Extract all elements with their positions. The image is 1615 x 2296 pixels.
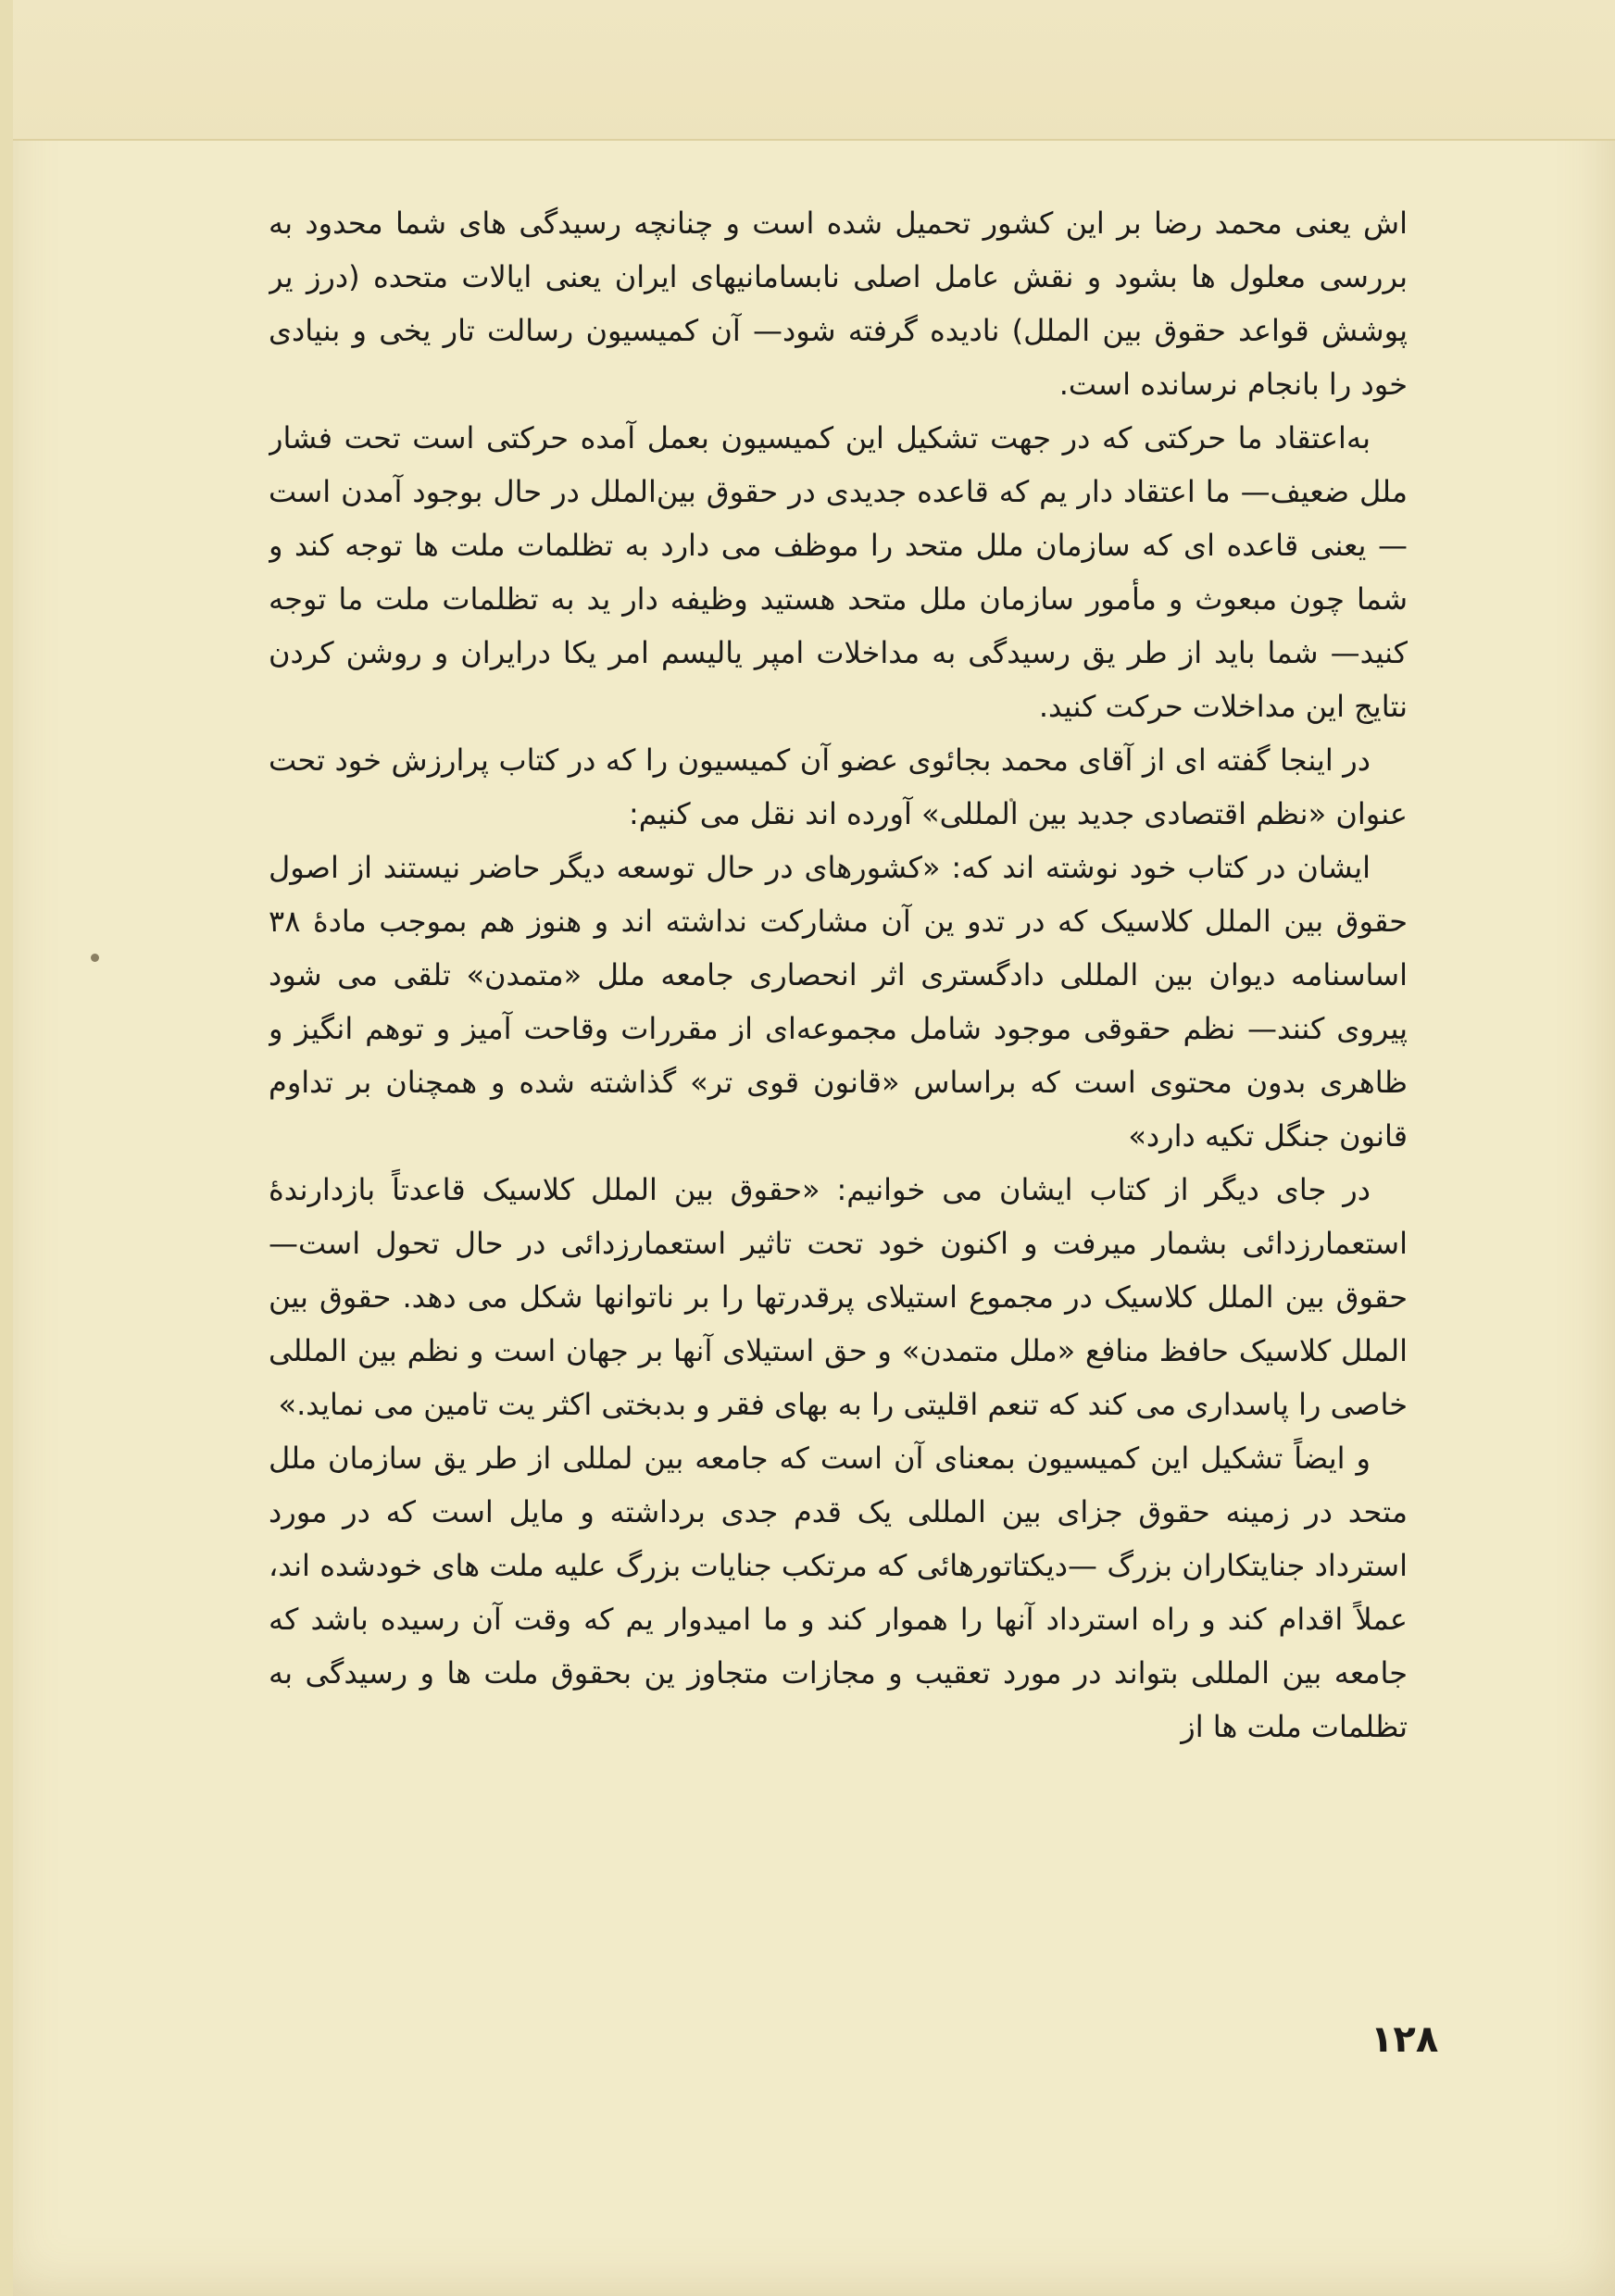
page-number: ۱۲۸ xyxy=(1371,2018,1439,2061)
paragraph-4: ایشان در کتاب خود نوشته اند که: «کشورهای در حال توسعه دیگر حاضر نیستند از اصول حقوق بین الملل کلاسیک که در تدو ین آن مشارکت نداشته اند و هنوز هم بموجب مادۀ ۳۸ اساسنامه دیوان بین المللی دادگستری اثر انحصاری جامعه ملل «متمدن» تلقی می شود پیروی کنند— نظم حقوقی موجود شامل مجموعه‌ای از مقررات وقاحت آمیز و توهم انگیز و ظاهری بدون محتوی است که براساس «قانون قوی تر» گذاشته شده و همچنان بر تداوم قانون جنگل تکیه دارد» xyxy=(269,850,1408,1154)
paragraph-3: در اینجا گفته ای از آقای محمد بجائوی عضو آن کمیسیون را که در کتاب پرارزش خود تحت عنوان «نظم اقتصادی جدید بین المللی» آورده اند نقل می کنیم: xyxy=(269,742,1408,831)
top-fold-strip xyxy=(0,0,1615,141)
paragraph-1: اش یعنی محمد رضا بر این کشور تحمیل شده است و چنانچه رسیدگی های شما محدود به بررسی معلول ها بشود و نقش عامل اصلی نابسامانیهای ایران یعنی ایالات متحده (درز یر پوشش قواعد حقوق بین الملل) نادیده گرفته شود— آن کمیسیون رسالت تار یخی و بنیادی خود را بانجام نرسانده است. xyxy=(269,206,1408,402)
page-left-edge xyxy=(0,0,13,2296)
paragraph-5: در جای دیگر از کتاب ایشان می خوانیم: «حقوق بین الملل کلاسیک قاعدتاً بازدارندۀ استعمارزدائی بشمار میرفت و اکنون خود تحت تاثیر استعمارزدائی در حال تحول است— حقوق بین الملل کلاسیک در مجموع استیلای پرقدرتها را بر ناتوانها شکل می دهد. حقوق بین الملل کلاسیک حافظ منافع «ملل متمدن» و حق استیلای آنها بر جهان است و نظم بین المللی خاصی را پاسداری می کند که تنعم اقلیتی را به بهای فقر و بدبختی اکثر یت تامین می نماید.» xyxy=(269,1172,1408,1422)
paragraph-6: و ایضاً تشکیل این کمیسیون بمعنای آن است که جامعه بین لمللی از طر یق سازمان ملل متحد در زمینه حقوق جزای بین المللی یک قدم جدی برداشته و مایل است که در مورد استرداد جنایتکاران بزرگ —دیکتاتورهائی که مرتکب جنایات بزرگ علیه ملت های خودشده اند، عملاً اقدام کند و راه استرداد آنها را هموار کند و ما امیدوار یم که وقت آن رسیده باشد که جامعه بین المللی بتواند در مورد تعقیب و مجازات متجاوز ین بحقوق ملت ها و رسیدگی به تظلمات ملت ها از xyxy=(269,1441,1408,1744)
ink-speck xyxy=(91,954,99,962)
paragraph-2: به‌اعتقاد ما حرکتی که در جهت تشکیل این کمیسیون بعمل آمده حرکتی است تحت فشار ملل ضعیف— ما اعتقاد دار یم که قاعده جدیدی در حقوق بین‌الملل در حال بوجود آمدن است— یعنی قاعده ای که سازمان ملل متحد را موظف می دارد به تظلمات ملت ها توجه کند و شما چون مبعوث و مأمور سازمان ملل متحد هستید وظیفه دار ید به تظلمات ملت ما توجه کنید— شما باید از طر یق رسیدگی به مداخلات امپر یالیسم امر یکا درایران و روشن کردن نتایج این مداخلات حرکت کنید. xyxy=(269,420,1408,724)
body-text xyxy=(269,196,1408,1983)
